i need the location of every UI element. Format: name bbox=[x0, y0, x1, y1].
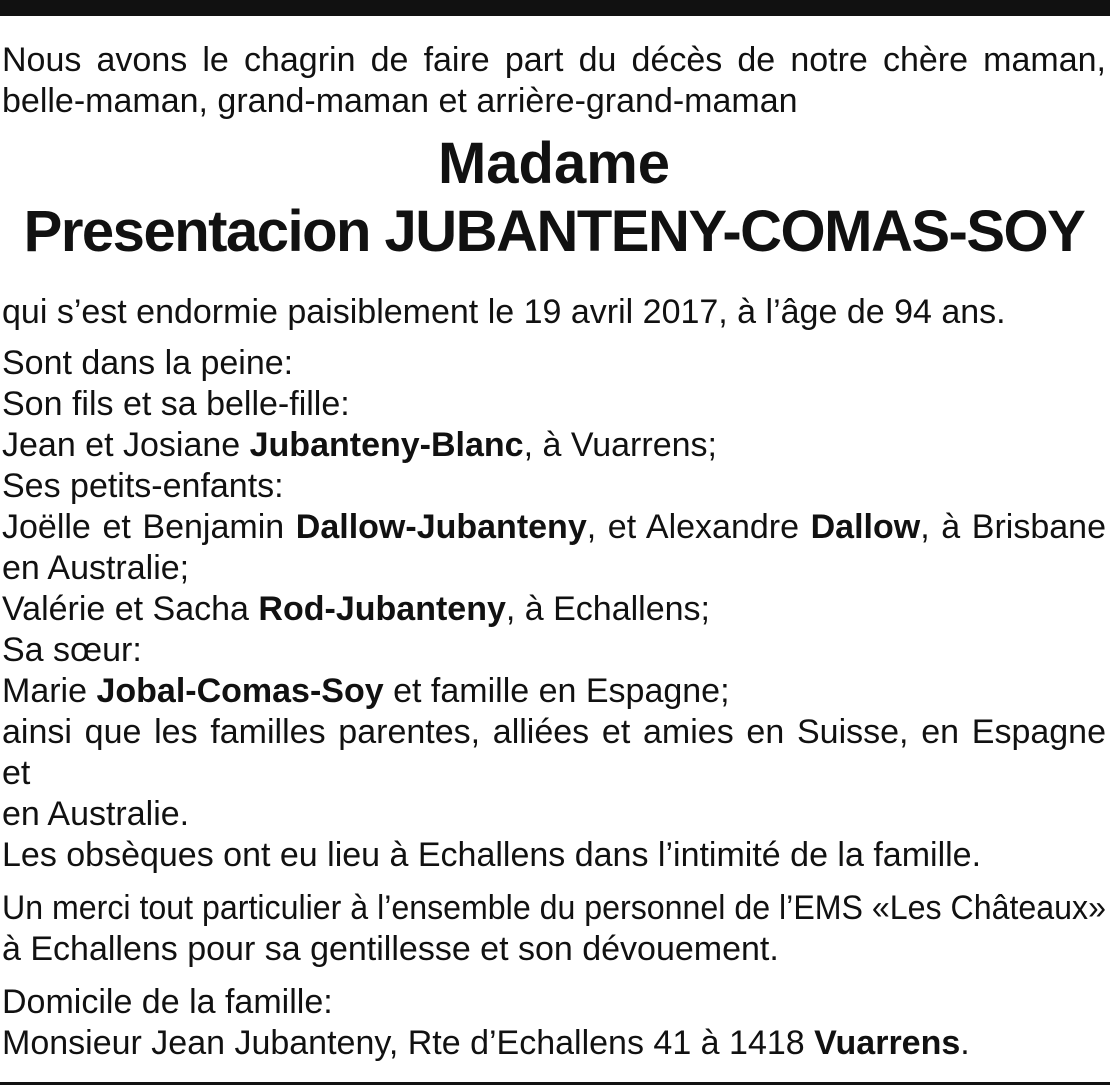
mourners-heading: Sont dans la peine: bbox=[2, 344, 294, 382]
domicile-suffix: . bbox=[960, 1024, 970, 1062]
thanks-line-2: à Echallens pour sa gentillesse et son dévouement. bbox=[2, 930, 779, 968]
intro-line-1: Nous avons le chagrin de faire part du décès de notre chère maman, bbox=[2, 41, 1106, 79]
sister-line bbox=[2, 671, 1106, 712]
domicile-heading: Domicile de la famille: bbox=[2, 983, 333, 1021]
son-prefix: Jean et Josiane bbox=[2, 426, 250, 464]
sister-prefix: Marie bbox=[2, 672, 97, 710]
son-surname: Jubanteny-Blanc bbox=[249, 426, 524, 464]
sister-heading: Sa sœur: bbox=[2, 631, 142, 669]
notice-body bbox=[2, 40, 1106, 1064]
grandchild-1-suffix: , à Brisbane bbox=[920, 508, 1106, 546]
grandchild-2-line bbox=[2, 589, 1106, 630]
grandchild-2-prefix: Valérie et Sacha bbox=[2, 590, 259, 628]
deceased-name: Presentacion JUBANTENY-COMAS-SOY bbox=[23, 199, 1085, 264]
son-suffix: , à Vuarrens; bbox=[523, 426, 717, 464]
grandchild-2-surname: Rod-Jubanteny bbox=[258, 590, 506, 628]
grandchild-1-prefix: Joëlle et Benjamin bbox=[2, 508, 296, 546]
death-notice: qui s’est endormie paisiblement le 19 avril 2017, à l’âge de 94 ans. bbox=[2, 293, 1006, 331]
bottom-rule bbox=[0, 1082, 1110, 1085]
domicile-town: Vuarrens bbox=[814, 1024, 961, 1062]
sister-suffix: et famille en Espagne; bbox=[383, 672, 730, 710]
grandchild-1-line bbox=[2, 507, 1106, 548]
grandchild-2-suffix: , à Echallens; bbox=[505, 590, 710, 628]
intro-line-2: belle-maman, grand-maman et arrière-grand-maman bbox=[2, 82, 798, 120]
son-heading: Son fils et sa belle-fille: bbox=[2, 385, 350, 423]
grandchild-1-surname-2: Dallow bbox=[810, 508, 921, 546]
grandchildren-heading: Ses petits-enfants: bbox=[2, 467, 284, 505]
others-line-2: en Australie. bbox=[2, 795, 190, 833]
grandchild-1-surname: Dallow-Jubanteny bbox=[295, 508, 587, 546]
domicile-prefix: Monsieur Jean Jubanteny, Rte d’Echallens 41 à 1418 bbox=[2, 1024, 815, 1062]
funeral-line: Les obsèques ont eu lieu à Echallens dans l’intimité de la famille. bbox=[2, 836, 982, 874]
top-rule bbox=[0, 0, 1110, 16]
sister-surname: Jobal-Comas-Soy bbox=[96, 672, 384, 710]
domicile-address bbox=[2, 1023, 1106, 1064]
thanks-line-1: Un merci tout particulier à l’ensemble du personnel de l’EMS «Les Châteaux» bbox=[2, 889, 1106, 927]
deceased-honorific: Madame bbox=[437, 131, 671, 196]
son-line bbox=[2, 425, 1106, 466]
grandchild-1-continuation: en Australie; bbox=[2, 549, 190, 587]
others-line-1: ainsi que les familles parentes, alliées et amies en Suisse, en Espagne et bbox=[2, 713, 1106, 792]
grandchild-1-middle: , et Alexandre bbox=[586, 508, 811, 546]
